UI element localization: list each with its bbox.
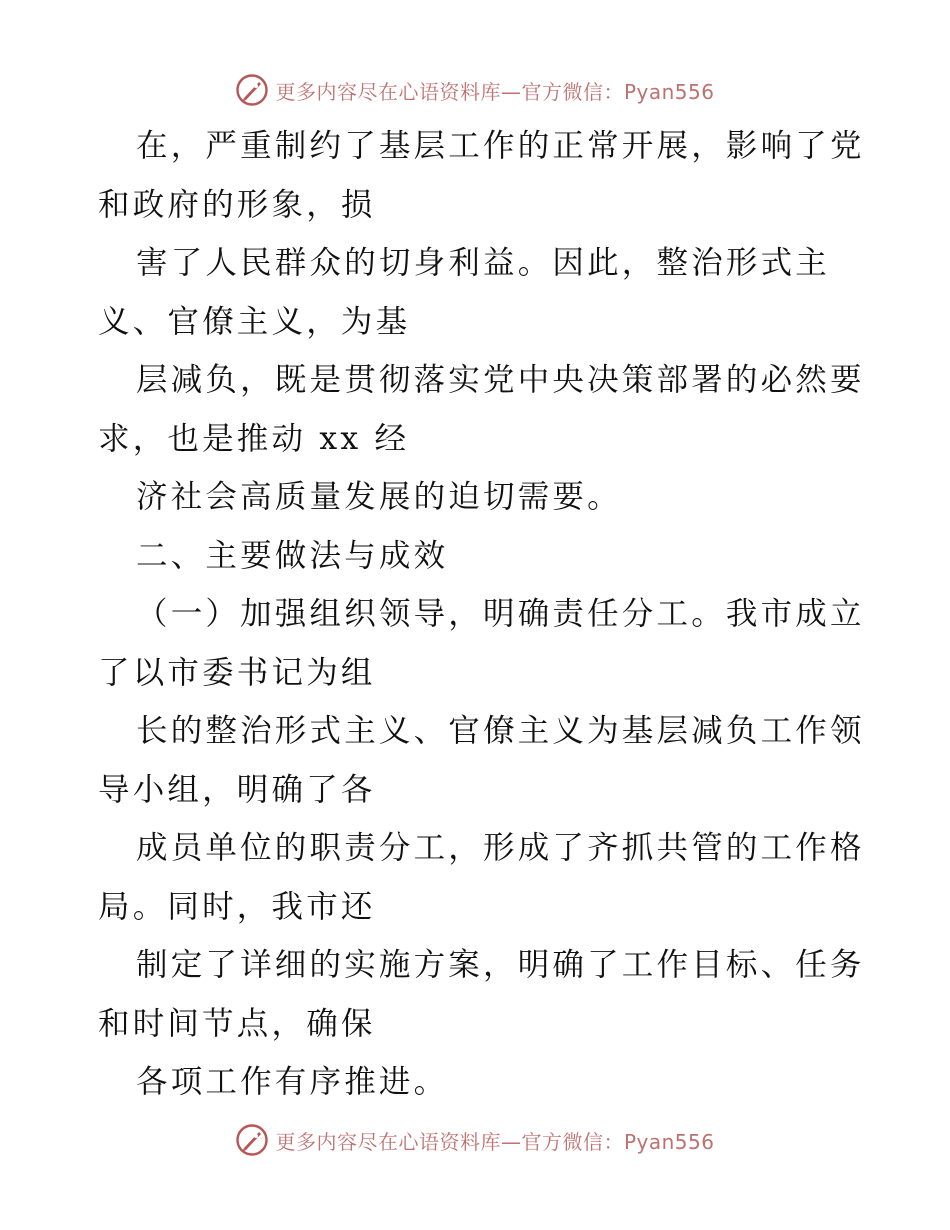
text-line: 求，也是推动 xx 经 xyxy=(98,420,410,457)
text-line: 济社会高质量发展的迫切需要。 xyxy=(136,479,622,515)
text-line: 了以市委书记为组 xyxy=(98,654,376,691)
text-line: 二、主要做法与成效 xyxy=(136,537,449,574)
text-line: （一）加强组织领导，明确责任分工。我市成立 xyxy=(136,596,865,632)
watermark-text: 更多内容尽在心语资料库—官方微信：Pyan556 xyxy=(275,1129,715,1154)
text-line: 害了人民群众的切身利益。因此，整治形式主 xyxy=(136,245,831,281)
text-line: 层减负，既是贯彻落实党中央决策部署的必然要 xyxy=(136,362,865,398)
quill-logo-icon xyxy=(235,1123,269,1157)
text-line: 在，严重制约了基层工作的正常开展，影响了党 xyxy=(136,128,865,164)
header-watermark xyxy=(0,70,950,110)
document-body xyxy=(98,117,865,1112)
text-line: 和政府的形象，损 xyxy=(98,186,376,223)
text-line: 导小组，明确了各 xyxy=(98,771,376,808)
text-line: 义、官僚主义，为基 xyxy=(98,303,411,340)
quill-logo-icon xyxy=(235,73,269,107)
text-line: 和时间节点，确保 xyxy=(98,1005,376,1042)
text-line: 长的整治形式主义、官僚主义为基层减负工作领 xyxy=(136,713,865,749)
text-line: 成员单位的职责分工，形成了齐抓共管的工作格 xyxy=(136,830,865,866)
watermark-text: 更多内容尽在心语资料库—官方微信：Pyan556 xyxy=(275,79,715,104)
text-line: 制定了详细的实施方案，明确了工作目标、任务 xyxy=(136,947,865,983)
footer-watermark xyxy=(0,1120,950,1160)
text-line: 局。同时，我市还 xyxy=(98,888,376,925)
text-line: 各项工作有序推进。 xyxy=(136,1064,449,1100)
